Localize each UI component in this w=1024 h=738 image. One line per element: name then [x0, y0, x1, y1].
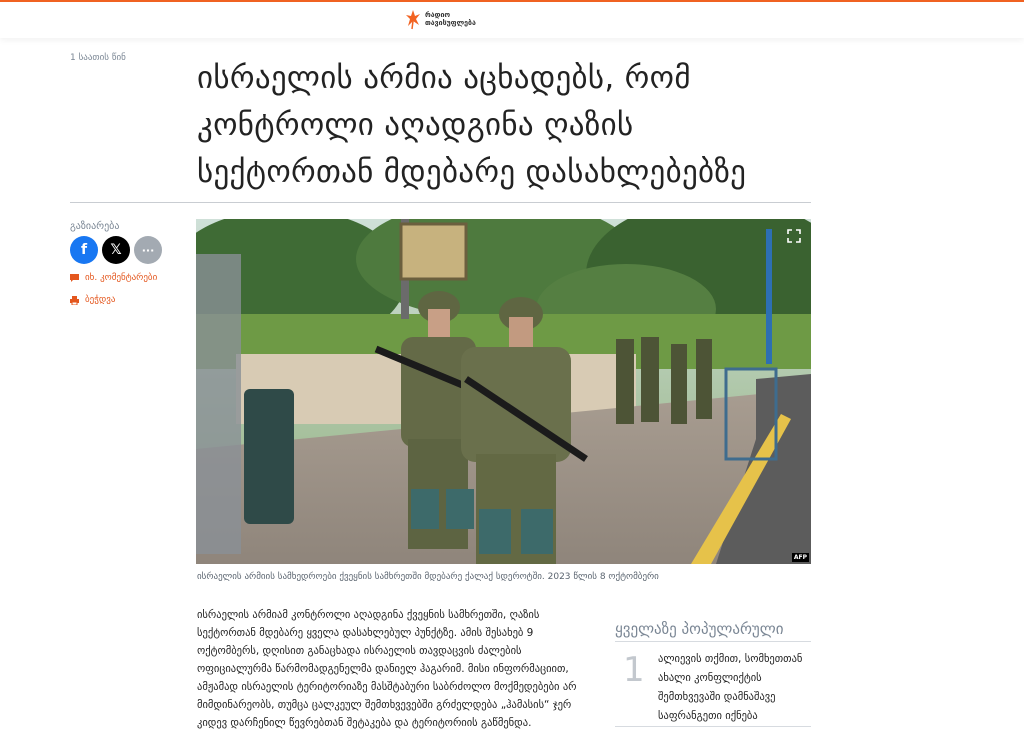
expand-icon[interactable]	[787, 229, 801, 243]
soldiers-photo-illustration	[196, 219, 811, 564]
photo-caption: ისრაელის არმიის სამხედროები ქვეყნის სამხრეთში მდებარე ქალაქ სდეროტში. 2023 წლის 8 ოქტომბერი	[197, 572, 659, 582]
popular-item-number: 1	[623, 650, 645, 690]
article-timestamp: 1 საათის წინ	[70, 53, 126, 63]
facebook-icon: f	[80, 242, 88, 258]
comments-label: იხ. კომენტარები	[85, 273, 158, 283]
share-buttons	[70, 236, 162, 264]
print-icon	[70, 296, 79, 305]
logo-mark-icon	[405, 8, 421, 30]
share-label: გაზიარება	[70, 221, 120, 232]
comment-icon	[70, 274, 79, 282]
popular-divider	[615, 641, 811, 642]
article-photo[interactable]	[196, 219, 811, 564]
x-icon: 𝕏	[110, 242, 122, 258]
comments-link[interactable]	[70, 273, 157, 283]
facebook-share-button[interactable]	[70, 236, 98, 264]
logo-line2: თავისუფლება	[425, 19, 476, 27]
photo-credit: AFP	[793, 554, 807, 561]
title-divider	[70, 202, 811, 203]
print-link[interactable]	[70, 295, 115, 305]
more-icon: ···	[141, 243, 155, 257]
x-share-button[interactable]	[102, 236, 130, 264]
article-body: ისრაელის არმიამ კონტროლი აღადგინა ქვეყნის სამხრეთში, ღაზის სექტორთან მდებარე ყველა დასახლებულ პუნქტზე. ამის შესახებ 9 ოქტომბერს, დღისით განაცხადა ისრაელის თავდაცვის ძალების ოფიციალურმა წარმომადგენელმა დანიელ ჰაგარიმ. მისი ინფორმაციით, ამჟამად ისრაელის ტერიტორიაზე მასშტაბური საბრძოლო მოქმედებები არ მიმდინარეობს, თუმცა ცალკეულ შემთხვევებში გრძელდება „ჰამასის“ ჯერ კიდევ დარჩენილ წევრებთან შეტაკება და ტერიტორიის გაწმენდა.	[197, 609, 577, 729]
popular-item-link[interactable]: ალიევის თქმით, სომხეთთან ახალი კონფლიქტის შემთხვევაში დამნაშავე საფრანგეთი იქნება	[658, 653, 803, 722]
site-header	[0, 2, 1024, 38]
popular-heading: ყველაზე პოპულარული	[615, 620, 784, 638]
article-title: ისრაელის არმია აცხადებს, რომ კონტროლი აღადგინა ღაზის სექტორთან მდებარე დასახლებებზე	[197, 60, 747, 190]
site-logo[interactable]	[405, 8, 476, 30]
logo-line1: რადიო	[425, 11, 451, 19]
popular-item-divider	[615, 726, 811, 727]
print-label: ბეჭდვა	[85, 295, 116, 305]
more-share-button[interactable]	[134, 236, 162, 264]
